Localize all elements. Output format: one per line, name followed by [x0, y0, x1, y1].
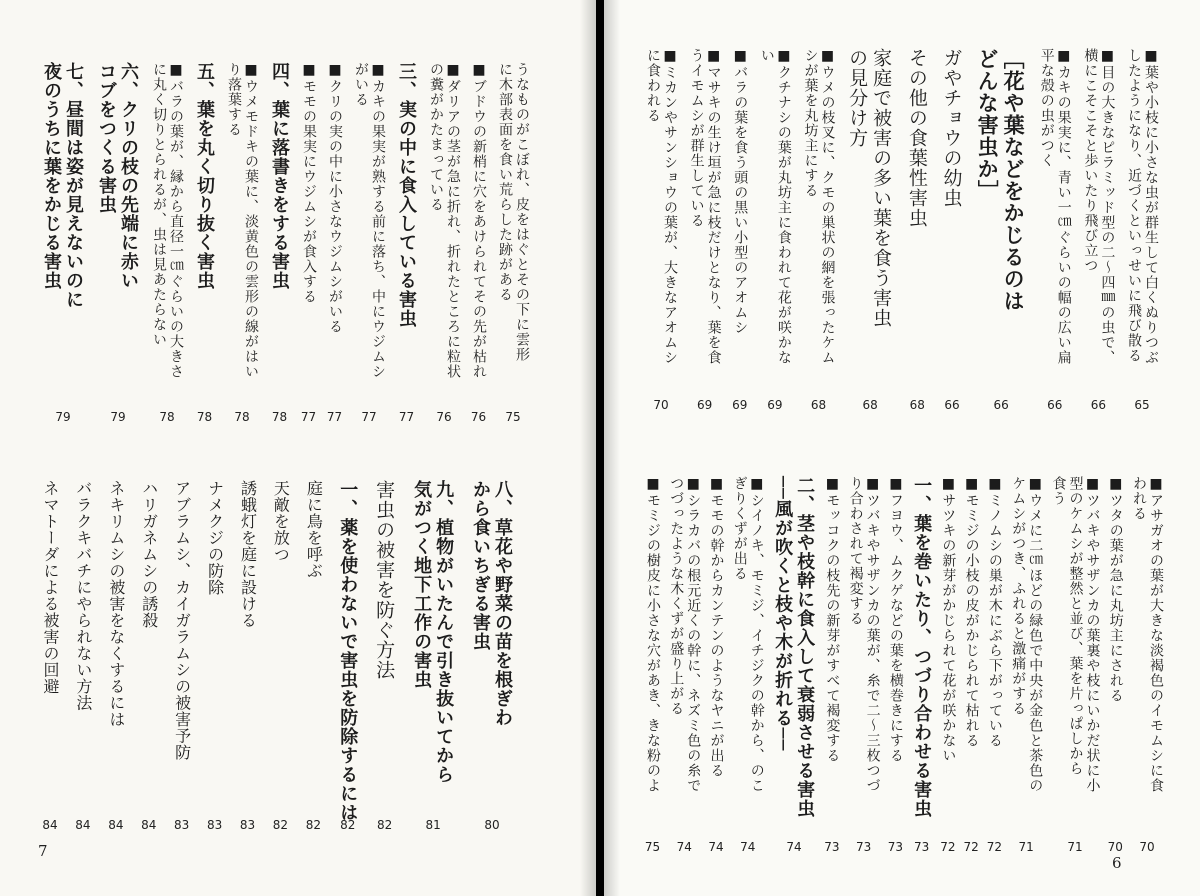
toc-entry — [427, 62, 461, 379]
toc-entry — [1049, 476, 1100, 793]
toc-entry-text: ■ウメモドキの葉に、淡黄色の雲形の線がはい — [243, 62, 259, 379]
toc-page-number: 84 — [75, 818, 91, 832]
toc-entry — [1081, 48, 1115, 365]
toc-entry-text: うなものがこぼれ、皮をはぐとその下に雲形 — [514, 62, 530, 362]
toc-page-number: 77 — [398, 410, 415, 424]
toc-entry-text: 天敵を放つ — [271, 480, 291, 563]
toc-page-number: 82 — [272, 818, 289, 832]
toc-entry-text: 一、薬を使わないで害虫を防除するには — [337, 480, 359, 822]
toc-entry-text: ■クリの実の中に小さなウジムシがいる — [327, 62, 343, 334]
toc-entry-text: うイモムシが群生している — [688, 48, 705, 228]
toc-page-number: 70 — [653, 398, 669, 412]
toc-entry — [40, 480, 60, 695]
toc-page-number: 83 — [174, 818, 190, 832]
toc-page-number: 69 — [696, 398, 713, 412]
toc-page-number: 79 — [55, 410, 71, 424]
toc-entry-text: り合わされて褐変する — [847, 476, 864, 626]
toc-entry-text: 三、実の中に食入している害虫 — [396, 62, 417, 328]
toc-entry-text: したようになり、近づくといっせいに飛び散る — [1126, 48, 1142, 363]
left-page — [0, 0, 596, 896]
toc-page-number: 83 — [206, 818, 223, 832]
gutter-shadow — [604, 0, 620, 896]
toc-entry-text: 横にこそこそと歩いたり飛び立つ — [1082, 48, 1099, 273]
toc-entry — [731, 48, 748, 335]
toc-entry — [905, 48, 929, 228]
toc-page-number: 66 — [1090, 398, 1106, 412]
toc-entry-text: から食いちぎる害虫 — [470, 480, 491, 651]
toc-page-number: 72 — [986, 840, 1003, 854]
toc-entry-text: 夜のうちに葉をかじる害虫 — [41, 62, 62, 290]
toc-page-number: 78 — [196, 410, 213, 424]
toc-page-number: 80 — [484, 818, 500, 832]
toc-entry-text: ［花や葉などをかじるのは — [1001, 48, 1026, 312]
toc-page-number: 74 — [740, 840, 756, 854]
toc-entry-text: ■ブドウの新梢に穴をあけられてその先が枯れ — [471, 62, 487, 379]
toc-entry-text: ■ダリアの茎が急に折れ、折れたところに粒状 — [445, 62, 461, 379]
toc-entry — [1125, 48, 1159, 365]
toc-entry — [268, 62, 290, 290]
toc-entry-text: ネキリムシの被害をなくするには — [106, 480, 126, 728]
toc-page-number: 76 — [436, 410, 452, 424]
toc-entry-text: ──風が吹くと枝や木が折れる── — [772, 476, 794, 752]
toc-page-number: 82 — [340, 818, 356, 832]
toc-entry-text: 一、葉を巻いたり、つづり合わせる害虫 — [911, 476, 933, 818]
toc-entry-text: バラクキバチにやられない方法 — [73, 480, 93, 711]
toc-page-number: 75 — [644, 840, 661, 854]
toc-entry — [73, 480, 93, 711]
toc-entry-text: 四、葉に落書きをする害虫 — [269, 62, 290, 290]
toc-entry — [1130, 476, 1164, 793]
toc-entry — [667, 476, 701, 793]
toc-entry-text: ■モモの果実にウジムシが食入する — [301, 62, 317, 304]
toc-entry-text: ■葉や小枝に小さな虫が群生して白くぬりつぶ — [1143, 48, 1159, 365]
toc-entry-text: ■ツバキやサザンカの葉裏や枝にいかだ状に小 — [1084, 476, 1101, 793]
page-number: 7 — [38, 842, 48, 860]
toc-entry — [372, 480, 396, 680]
toc-page-number: 76 — [470, 410, 487, 424]
toc-entry — [963, 476, 980, 748]
toc-entry — [823, 476, 840, 763]
toc-entry-text: ■ツタの葉が急に丸坊主にされる — [1107, 476, 1124, 703]
toc-entry-text: 害虫の被害を防ぐ方法 — [373, 480, 396, 680]
toc-entry-text: ■アサガオの葉が大きな淡褐色のイモムシに食 — [1148, 476, 1164, 793]
toc-entry-text: ガやチョウの幼虫 — [940, 48, 963, 208]
toc-page-number: 82 — [377, 818, 393, 832]
toc-entry — [238, 480, 258, 629]
toc-entry — [172, 480, 192, 761]
toc-entry-text: ナメクジの防除 — [205, 480, 225, 596]
toc-entry — [802, 48, 836, 365]
toc-page-number: 79 — [110, 410, 126, 424]
toc-entry — [193, 62, 215, 290]
toc-entry-text: 二、茎や枝幹に食入して衰弱させる害虫 — [794, 476, 816, 818]
toc-entry-text: ■カキの果実が熟する前に落ち、中にウジムシ — [370, 62, 386, 379]
toc-entry-text: つづったような木くずが盛り上がる — [668, 476, 685, 716]
toc-entry — [336, 480, 358, 822]
toc-page-number: 65 — [1134, 398, 1150, 412]
toc-page-number: 72 — [963, 840, 979, 854]
toc-page-number: 71 — [1067, 840, 1083, 854]
toc-entry-text: ケムシがつき、ふれると激痛がする — [1010, 476, 1027, 716]
toc-entry-text: どんな害虫か］ — [975, 48, 1000, 202]
toc-page-number: 84 — [42, 818, 58, 832]
toc-entry — [1009, 476, 1043, 793]
toc-entry — [887, 476, 904, 763]
toc-entry — [205, 480, 225, 596]
toc-entry-text: ■サツキの新芽がかじられて花が咲かない — [940, 476, 957, 763]
toc-entry — [1107, 476, 1124, 703]
toc-entry-text: ■モッコクの枝先の新芽がすべて褐変する — [824, 476, 841, 763]
toc-entry-text: の見分け方 — [846, 48, 869, 148]
toc-entry-text: ハリガネムシの誘殺 — [139, 480, 159, 629]
toc-entry-text: シが葉を丸坊主にする — [802, 48, 819, 198]
toc-entry-text: に丸く切りとられるが、虫は見あたらない — [151, 62, 167, 347]
toc-entry — [150, 62, 184, 379]
toc-entry — [847, 476, 881, 793]
toc-entry — [1038, 48, 1072, 365]
toc-entry — [496, 62, 530, 362]
toc-page-number: 69 — [767, 398, 783, 412]
toc-entry-text: に食われる — [645, 48, 661, 123]
toc-page-number: 74 — [708, 840, 724, 854]
toc-page-number: 77 — [300, 410, 317, 424]
toc-entry-text: コブをつくる害虫 — [96, 62, 117, 214]
toc-entry-text: 誘蛾灯を庭に設ける — [238, 480, 258, 629]
toc-entry-text: 六、クリの枝の先端に赤い — [118, 62, 139, 290]
toc-entry-text: ■マサキの生け垣が急に枝だけとなり、葉を食 — [705, 48, 722, 365]
toc-entry — [352, 62, 386, 379]
toc-entry-text: ■モミジの樹皮に小さな穴があき、きな粉のよ — [645, 476, 661, 793]
toc-entry-text: ■シイノキ、モミジ、イチジクの幹から、のこ — [748, 476, 765, 793]
toc-entry — [469, 480, 513, 727]
toc-page-number: 75 — [505, 410, 521, 424]
toc-entry-text: 食う — [1050, 476, 1067, 506]
toc-entry-text: ■ウメの枝叉に、クモの巣状の網を張ったケム — [819, 48, 836, 365]
toc-entry — [758, 48, 792, 365]
right-page — [604, 0, 1200, 896]
toc-entry — [395, 62, 417, 328]
toc-page-number: 71 — [1018, 840, 1034, 854]
toc-entry-text: アブラムシ、カイガラムシの被害予防 — [172, 480, 192, 761]
toc-page-number: 74 — [786, 840, 802, 854]
toc-page-number: 68 — [810, 398, 827, 412]
gutter-shadow — [580, 0, 596, 896]
toc-entry-text: ■モモの幹からカンテンのようなヤニが出る — [708, 476, 725, 778]
toc-entry-text: ■モミジの小枝の皮がかじられて枯れる — [963, 476, 980, 748]
toc-page-number: 83 — [239, 818, 256, 832]
toc-entry — [225, 62, 259, 379]
toc-entry — [470, 62, 487, 379]
toc-entry-text: その他の食葉性害虫 — [905, 48, 928, 228]
toc-entry — [845, 48, 893, 328]
toc-entry — [771, 476, 815, 818]
toc-page-number: 69 — [732, 398, 748, 412]
toc-entry — [106, 480, 126, 728]
toc-page-number: 73 — [913, 840, 930, 854]
toc-entry-text: い — [758, 48, 775, 63]
toc-entry — [708, 476, 725, 778]
toc-entry — [644, 476, 661, 793]
toc-entry — [139, 480, 159, 629]
toc-entry-text: 平な殻の虫がつく — [1038, 48, 1055, 168]
toc-entry-text: ■フヨウ、ムクゲなどの葉を横巻きにする — [887, 476, 904, 763]
toc-page-number: 78 — [271, 410, 288, 424]
toc-entry-text: ■バラの葉を食う頭の黒い小型のアオムシ — [732, 48, 749, 335]
toc-entry-text: ■カキの果実に、青い一㎝ぐらいの幅の広い扁 — [1055, 48, 1072, 365]
toc-entry-text: ■クチナシの葉が丸坊主に食われて花が咲かな — [775, 48, 792, 365]
toc-page-number: 68 — [909, 398, 925, 412]
toc-entry-text: ■シラカバの根元近くの幹に、ネズミ色の糸で — [685, 476, 702, 793]
toc-entry — [731, 476, 765, 793]
toc-entry-text: り落葉する — [226, 62, 242, 137]
toc-entry-text: ■ミノムシの巣が木にぶら下がっている — [986, 476, 1003, 748]
toc-entry — [40, 62, 84, 309]
toc-entry — [986, 476, 1003, 748]
toc-page-number: 78 — [159, 410, 175, 424]
toc-page-number: 72 — [940, 840, 956, 854]
toc-entry-text: 七、昼間は姿が見えないのに — [63, 62, 84, 309]
toc-entry-text: われる — [1131, 476, 1147, 521]
toc-entry-text: 五、葉を丸く切り抜く害虫 — [194, 62, 215, 290]
toc-page-number: 70 — [1107, 840, 1123, 854]
toc-entry-text: 型のケムシが整然と並び、葉を片っぱしから — [1067, 476, 1084, 776]
toc-entry — [95, 62, 139, 290]
page-number: 6 — [1112, 854, 1122, 872]
toc-entry-text: ネマトーダによる被害の回避 — [41, 480, 60, 695]
toc-entry-text: ぎりくずが出る — [731, 476, 748, 581]
toc-entry-text: ■目の大きなピラミッド型の二～四㎜の虫で、 — [1099, 48, 1116, 365]
toc-entry — [410, 480, 454, 784]
toc-entry-text: 九、植物がいたんで引き抜いてから — [433, 480, 455, 784]
toc-entry — [939, 476, 956, 763]
toc-entry-text: ■バラの葉が、縁から直径一㎝ぐらいの大きさ — [168, 62, 184, 379]
toc-entry — [644, 48, 678, 365]
toc-page-number: 78 — [234, 410, 250, 424]
toc-entry-text: の糞がかたまっている — [428, 62, 444, 212]
toc-entry-text: 庭に鳥を呼ぶ — [304, 480, 324, 579]
toc-entry — [303, 480, 323, 579]
toc-entry-text: 気がつく地下工作の害虫 — [411, 480, 433, 689]
toc-page-number: 77 — [361, 410, 377, 424]
toc-page-number: 73 — [887, 840, 903, 854]
toc-entry — [974, 48, 1026, 312]
toc-page-number: 82 — [305, 818, 321, 832]
toc-page-number: 70 — [1139, 840, 1155, 854]
toc-page-number: 66 — [993, 398, 1009, 412]
toc-page-number: 73 — [855, 840, 872, 854]
toc-entry-text: がいる — [353, 62, 369, 107]
toc-entry-text: 八、草花や野菜の苗を根ぎわ — [492, 480, 513, 727]
toc-page-number: 66 — [944, 398, 960, 412]
toc-page-number: 81 — [425, 818, 441, 832]
toc-entry — [300, 62, 317, 304]
toc-entry — [326, 62, 343, 334]
toc-page-number: 74 — [676, 840, 692, 854]
toc-page-number: 73 — [824, 840, 840, 854]
toc-page-number: 66 — [1047, 398, 1063, 412]
toc-page-number: 84 — [108, 818, 124, 832]
toc-entry — [910, 476, 932, 818]
toc-entry-text: 家庭で被害の多い葉を食う害虫 — [870, 48, 893, 328]
toc-page-number: 68 — [862, 398, 878, 412]
toc-entry — [939, 48, 963, 208]
toc-page-number: 77 — [326, 410, 343, 424]
toc-entry — [688, 48, 722, 365]
toc-entry-text: に木部表面を食い荒らした跡がある — [497, 62, 513, 302]
toc-entry-text: ■ミカンやサンショウの葉が、大きなアオムシ — [662, 48, 678, 365]
toc-page-number: 84 — [141, 818, 157, 832]
toc-entry — [270, 480, 290, 563]
toc-entry-text: ■ツバキやサザンカの葉が、糸で二～三枚つづ — [864, 476, 881, 793]
toc-entry-text: ■ウメに二㎝ほどの緑色で中央が金色と茶色の — [1027, 476, 1044, 793]
